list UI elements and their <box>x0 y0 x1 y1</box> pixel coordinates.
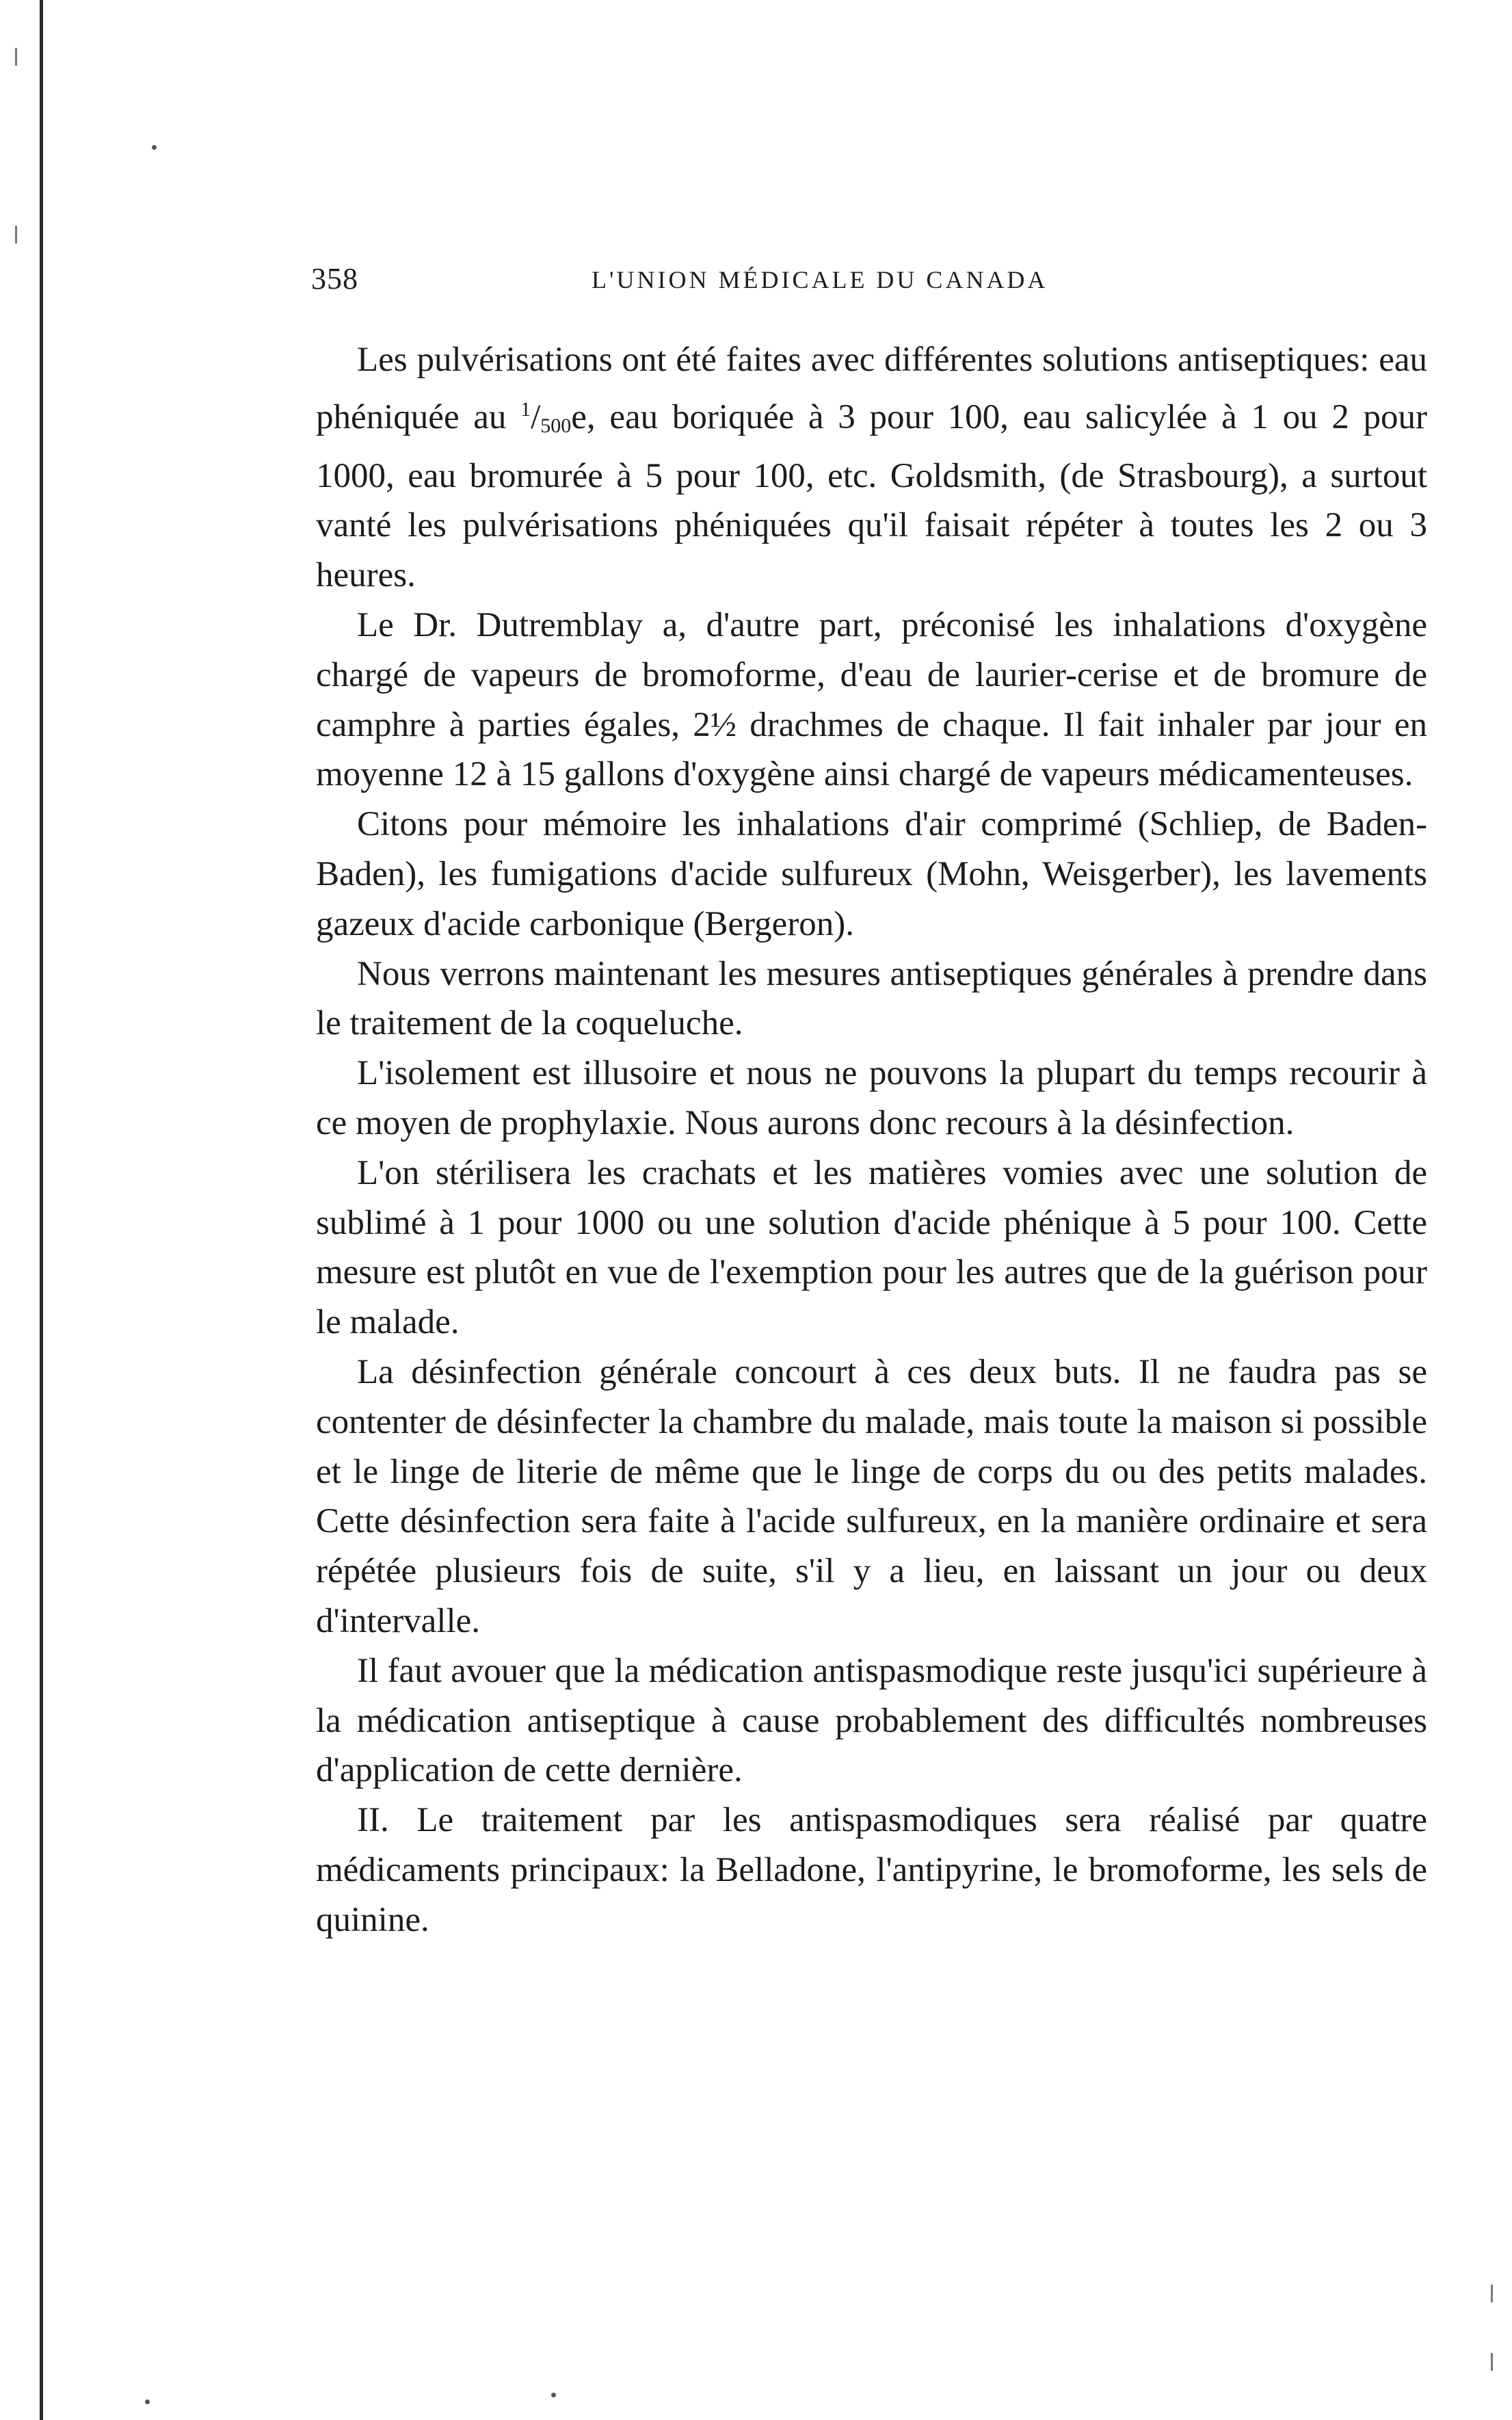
journal-title: L'UNION MÉDICALE DU CANADA <box>592 266 1048 293</box>
scan-mark <box>1491 2285 1493 2302</box>
paragraph-isolement: L'isolement est illusoire et nous ne pouvons la plupart du temps recourir à ce moyen de prophylaxie. Nous aurons donc recours à la désinfection. <box>316 1054 1427 1142</box>
scan-speck <box>145 2399 150 2404</box>
scan-mark <box>15 48 17 66</box>
page-number: 358 <box>311 262 358 295</box>
paragraph-sterilisation: L'on stérilisera les crachats et les matières vomies avec une solution de sublimé à 1 pour 1000 ou une solution d'acide phénique à 5 pour 100. Cette mesure est plutôt en vue de l'exemption pour les autres que de la guérison pour le malade. <box>316 1153 1427 1342</box>
scan-mark <box>15 226 17 244</box>
page-edge-line <box>40 0 43 2420</box>
paragraph-traitement-antispasmodiques: II. Le traitement par les antispasmodiques sera réalisé par quatre médicaments principaux: la Belladone, l'antipyrine, le bromoforme, les sels de quinine. <box>316 1801 1427 1939</box>
fraction-numerator: 1 <box>520 397 531 421</box>
fraction-denominator: 500 <box>540 414 572 437</box>
body-text <box>316 335 1427 1945</box>
paragraph-mesures-generales: Nous verrons maintenant les mesures antiseptiques générales à prendre dans le traitement de la coqueluche. <box>316 954 1427 1043</box>
paragraph-pulverisations: Les pulvérisations ont été faites avec différentes solutions antiseptiques: eau phéniquée au $^1/_{500}e$, eau boriquée à 3 pour 100, eau salicylée à 1 ou 2 pour 1000, eau bromurée à 5 pour 100, etc. Goldsmith, (de Strasbourg), a surtout vanté les pulvérisations phéniquées qu'il faisait répéter à toutes les 2 ou 3 heures. <box>316 341 1428 595</box>
scan-mark <box>1491 2353 1493 2371</box>
paragraph-text: e, eau boriquée à 3 pour 100, eau salicylée à 1 ou 2 pour 1000, eau bromurée à 5 pour 100, etc. Goldsmith, (de Strasbourg), a surtout vanté les pulvérisations phéniquées qu'il faisait répéter à toutes les 2 ou 3 heures. <box>316 397 1428 595</box>
scan-speck <box>551 2393 556 2397</box>
running-head <box>311 261 1433 309</box>
paragraph-medication-antispasmodique: Il faut avouer que la médication antispasmodique reste jusqu'ici supérieure à la médication antiseptique à cause probablement des difficultés nombreuses d'application de cette dernière. <box>316 1651 1427 1790</box>
paragraph-inhalations-oxygene: Le Dr. Dutremblay a, d'autre part, préconisé les inhalations d'oxygène chargé de vapeurs de bromoforme, d'eau de laurier-cerise et de bromure de camphre à parties égales, 2½ drachmes de chaque. Il fait inhaler par jour en moyenne 12 à 15 gallons d'oxygène ainsi chargé de vapeurs médicamenteuses. <box>316 605 1427 794</box>
scan-speck <box>152 145 157 150</box>
paragraph-text: Les pulvérisations ont été faites avec différentes solutions antiseptiques: eau phéniquée au <box>316 341 1427 436</box>
paragraph-desinfection: La désinfection générale concourt à ces deux buts. Il ne faudra pas se contenter de désinfecter la chambre du malade, mais toute la maison si possible et le linge de literie de même que le linge de corps du ou des petits malades. Cette désinfection sera faite à l'acide sulfureux, en la manière ordinaire et sera répétée plusieurs fois de suite, s'il y a lieu, en laissant un jour ou deux d'intervalle. <box>316 1352 1427 1640</box>
paragraph-air-comprime: Citons pour mémoire les inhalations d'air comprimé (Schliep, de Baden-Baden), les fumigations d'acide sulfureux (Mohn, Weisgerber), les lavements gazeux d'acide carbonique (Bergeron). <box>316 805 1427 943</box>
